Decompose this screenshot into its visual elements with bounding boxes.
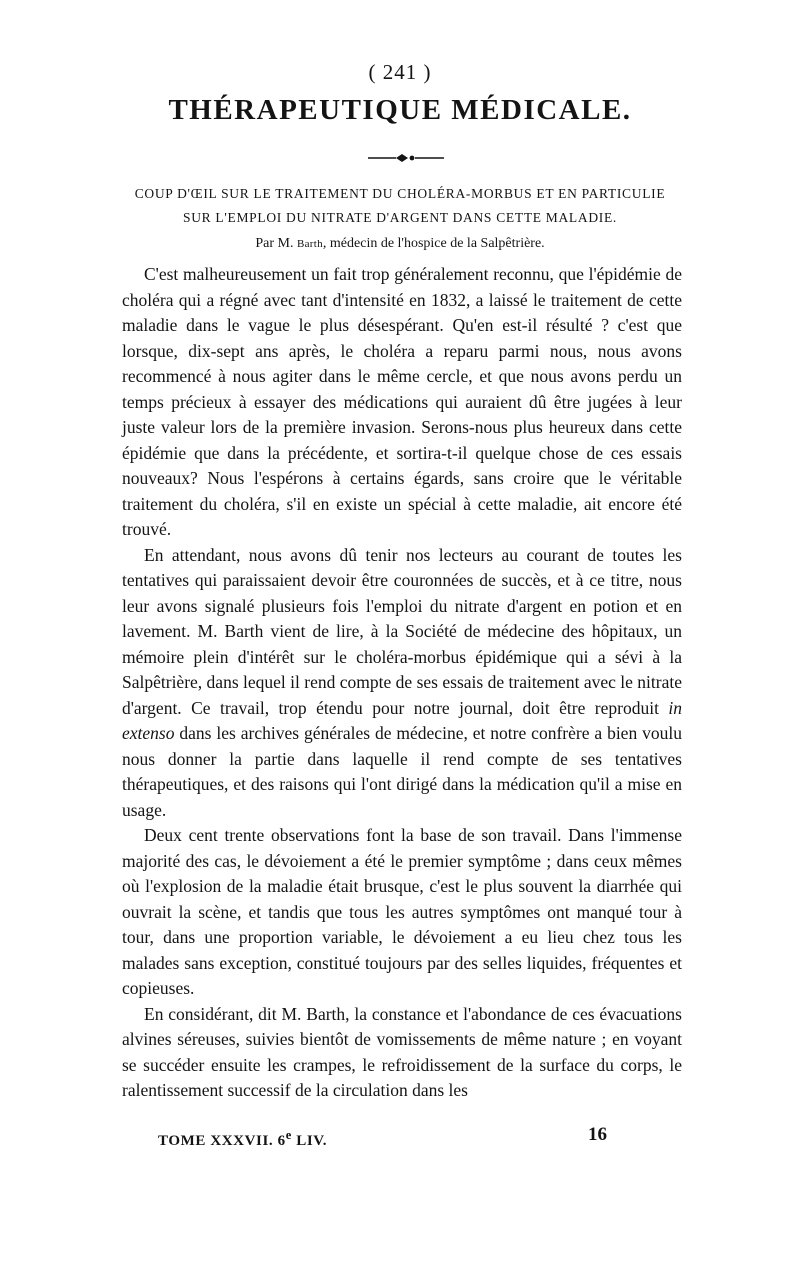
paragraph-2-text: En attendant, nous avons dû tenir nos lecteurs au courant de toutes les tentatives qui paraissaient devoir être couronnées de succès, et à ce titre, nous leur avons signalé plusieurs fois l'emploi du nitrate d'argent en potion et en lavement. M. Barth vient de lire, à la Société de médecine des hôpitaux, un mémoire plein d'intérêt sur le choléra-morbus épidémique qui a sévi à la Salpêtrière, dans lequel il rend compte de ses essais de traitement avec le nitrate d'argent. Ce travail, trop étendu pour notre journal, doit être reproduit: [122, 544, 682, 718]
byline: [0, 236, 800, 252]
byline-prefix: Par M.: [255, 236, 294, 251]
signature-text: TOME XXXVII. 6: [158, 1133, 286, 1149]
paragraph-2-italic: in extenso: [122, 697, 682, 743]
ornament-divider-icon: [368, 152, 444, 164]
byline-suffix: , médecin de l'hospice de la Salpêtrière.: [322, 236, 545, 251]
article-body: [122, 262, 682, 1104]
paragraph-4: En considérant, dit M. Barth, la constance et l'abondance de ces évacuations alvines séreuses, suivies bientôt de vomissements de même nature ; en voyant se succéder ensuite les crampes, le refroidissement de la surface du corps, le ralentissement successif de la circulation dans les: [122, 1003, 682, 1100]
signature-superscript: e: [285, 1128, 292, 1142]
sheet-number: 16: [588, 1124, 607, 1145]
section-title: THÉRAPEUTIQUE MÉDICALE.: [168, 94, 632, 126]
paragraph-2: [122, 543, 682, 824]
signature-mark: [158, 1128, 327, 1150]
byline-author: Barth: [296, 238, 323, 250]
article-heading-line-1: COUP D'ŒIL SUR LE TRAITEMENT DU CHOLÉRA-MORBUS ET EN PARTICULIE: [134, 186, 666, 201]
paragraph-3: Deux cent trente observations font la base de son travail. Dans l'immense majorité des cas, le dévoiement a été le premier symptôme ; dans ceux mêmes où l'explosion de la maladie était brusque, c'est le plus souvent la diarrhée qui ouvrait la scène, et tandis que tous les autres symptômes ont manqué tour à tour, dans une proportion variable, le dévoiement a eu lieu chez tous les malades sans exception, constitué toujours par des selles liquides, fréquentes et copieuses.: [122, 825, 682, 998]
paragraph-2-tail: dans les archives générales de médecine, et notre confrère a bien voulu nous donner la partie dans laquelle il rend compte de ses tentatives thérapeutiques, et des raisons qui l'ont dirigé dans la médication qu'il a mise en usage.: [122, 723, 682, 820]
article-heading-line-2: SUR L'EMPLOI DU NITRATE D'ARGENT DANS CETTE MALADIE.: [183, 210, 617, 225]
paragraph-1: C'est malheureusement un fait trop généralement reconnu, que l'épidémie de choléra qui a régné avec tant d'intensité en 1832, a laissé le traitement de cette maladie dans le vague le plus désespérant. Qu'en est-il résulté ? c'est que lorsque, dix-sept ans après, le choléra a reparu parmi nous, nous avons recommencé à nous agiter dans le même cercle, et que nous avons perdu un temps précieux à essayer des médications qui auraient dû être jugées à leur juste valeur lors de la première invasion. Serons-nous plus heureux dans cette épidémie que dans la précédente, et sortira-t-il quelque chose de ces essais nouveaux? Nous l'espérons à certains égards, sans croire que le véritable traitement du choléra, s'il en existe un spécial à cette maladie, ait encore été trouvé.: [122, 264, 682, 539]
page-number: ( 241 ): [368, 60, 432, 84]
signature-tail: LIV.: [291, 1133, 328, 1149]
